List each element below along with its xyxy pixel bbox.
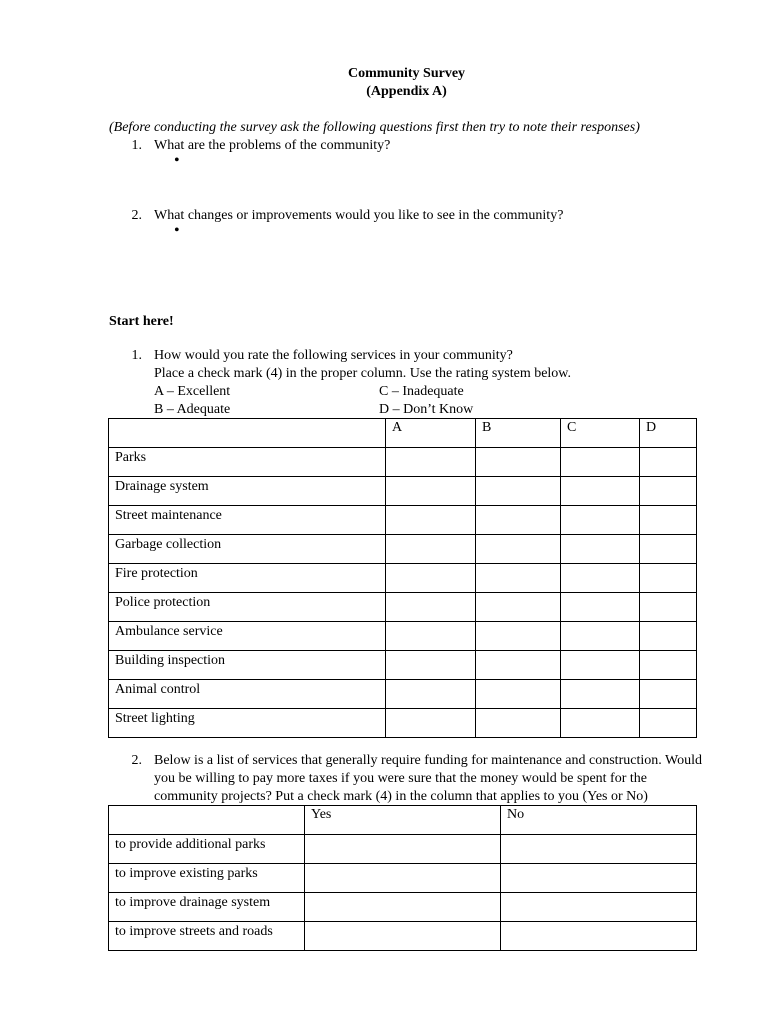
question-text: you be willing to pay more taxes if you were sure that the money would be spent for the	[154, 771, 647, 786]
rating-check-cell[interactable]	[476, 680, 561, 709]
rating-check-cell[interactable]	[640, 622, 697, 651]
rating-check-cell[interactable]	[640, 709, 697, 738]
rating-check-cell[interactable]	[386, 651, 476, 680]
rating-check-cell[interactable]	[561, 506, 640, 535]
rating-row-label: Garbage collection	[109, 535, 386, 564]
table-row	[109, 564, 697, 593]
rating-check-cell[interactable]	[561, 651, 640, 680]
rating-check-cell[interactable]	[476, 448, 561, 477]
rating-check-cell[interactable]	[476, 506, 561, 535]
table-row	[109, 864, 697, 893]
pre-question-number: 2.	[131, 208, 142, 223]
tax-row-label: to improve existing parks	[109, 864, 305, 893]
rating-row-label: Parks	[109, 448, 386, 477]
rating-check-cell[interactable]	[476, 477, 561, 506]
rating-check-cell[interactable]	[561, 448, 640, 477]
rating-check-cell[interactable]	[476, 651, 561, 680]
table-row	[109, 448, 697, 477]
document-subtitle: (Appendix A)	[366, 84, 447, 99]
rating-check-cell[interactable]	[640, 593, 697, 622]
tax-check-cell[interactable]	[501, 922, 697, 951]
table-row	[109, 893, 697, 922]
tax-column-header: Yes	[305, 806, 501, 835]
tax-row-label: to provide additional parks	[109, 835, 305, 864]
question-text: Below is a list of services that generally require funding for maintenance and construction. Would	[154, 753, 702, 768]
rating-check-cell[interactable]	[640, 535, 697, 564]
rating-check-cell[interactable]	[476, 593, 561, 622]
table-row	[109, 651, 697, 680]
rating-check-cell[interactable]	[561, 564, 640, 593]
bullet-point: •	[174, 222, 180, 239]
rating-row-label: Animal control	[109, 680, 386, 709]
rating-check-cell[interactable]	[476, 535, 561, 564]
rating-scale-d: D – Don’t Know	[379, 402, 474, 417]
rating-check-cell[interactable]	[386, 448, 476, 477]
rating-check-cell[interactable]	[640, 680, 697, 709]
table-row	[109, 622, 697, 651]
table-row	[109, 680, 697, 709]
tax-check-cell[interactable]	[501, 893, 697, 922]
rating-check-cell[interactable]	[561, 680, 640, 709]
table-row	[109, 535, 697, 564]
tax-column-header	[109, 806, 305, 835]
question-instruction: Place a check mark (4) in the proper column. Use the rating system below.	[154, 366, 572, 381]
rating-check-cell[interactable]	[476, 709, 561, 738]
tax-check-cell[interactable]	[305, 922, 501, 951]
rating-check-cell[interactable]	[386, 535, 476, 564]
rating-scale-a: A – Excellent	[154, 384, 231, 399]
tax-check-cell[interactable]	[305, 864, 501, 893]
rating-check-cell[interactable]	[386, 680, 476, 709]
rating-check-cell[interactable]	[476, 564, 561, 593]
rating-row-label: Fire protection	[109, 564, 386, 593]
table-row	[109, 709, 697, 738]
rating-check-cell[interactable]	[640, 651, 697, 680]
rating-scale-b: B – Adequate	[154, 402, 231, 417]
rating-check-cell[interactable]	[386, 477, 476, 506]
rating-header-row	[109, 419, 697, 448]
rating-check-cell[interactable]	[640, 477, 697, 506]
rating-check-cell[interactable]	[561, 477, 640, 506]
rating-column-header: C	[561, 419, 640, 448]
rating-column-header: A	[386, 419, 476, 448]
rating-row-label: Police protection	[109, 593, 386, 622]
rating-row-label: Street lighting	[109, 709, 386, 738]
tax-check-cell[interactable]	[501, 864, 697, 893]
tax-header-row	[109, 806, 697, 835]
tax-column-header: No	[501, 806, 697, 835]
start-here-heading: Start here!	[109, 314, 174, 329]
rating-row-label: Ambulance service	[109, 622, 386, 651]
rating-column-header: B	[476, 419, 561, 448]
rating-check-cell[interactable]	[386, 622, 476, 651]
rating-scale-c: C – Inadequate	[379, 384, 464, 399]
table-row	[109, 593, 697, 622]
tax-table	[108, 805, 697, 951]
question-number: 1.	[131, 348, 142, 363]
rating-check-cell[interactable]	[561, 593, 640, 622]
rating-check-cell[interactable]	[386, 564, 476, 593]
pre-question-text: What are the problems of the community?	[154, 138, 391, 153]
pre-question-text: What changes or improvements would you like to see in the community?	[154, 208, 564, 223]
rating-check-cell[interactable]	[640, 448, 697, 477]
question-text: community projects? Put a check mark (4) in the column that applies to you (Yes or No)	[154, 789, 648, 804]
rating-check-cell[interactable]	[476, 622, 561, 651]
rating-column-header: D	[640, 419, 697, 448]
tax-check-cell[interactable]	[305, 835, 501, 864]
tax-row-label: to improve drainage system	[109, 893, 305, 922]
rating-check-cell[interactable]	[640, 506, 697, 535]
table-row	[109, 477, 697, 506]
rating-row-label: Street maintenance	[109, 506, 386, 535]
table-row	[109, 835, 697, 864]
tax-check-cell[interactable]	[501, 835, 697, 864]
question-text: How would you rate the following services in your community?	[154, 348, 513, 363]
document-title: Community Survey	[347, 66, 466, 81]
rating-table	[108, 418, 697, 738]
question-number: 2.	[131, 753, 142, 768]
rating-check-cell[interactable]	[561, 622, 640, 651]
bullet-point: •	[174, 152, 180, 169]
rating-row-label: Building inspection	[109, 651, 386, 680]
tax-row-label: to improve streets and roads	[109, 922, 305, 951]
pre-question-number: 1.	[131, 138, 142, 153]
rating-check-cell[interactable]	[640, 564, 697, 593]
table-row	[109, 922, 697, 951]
rating-row-label: Drainage system	[109, 477, 386, 506]
rating-check-cell[interactable]	[386, 709, 476, 738]
rating-check-cell[interactable]	[561, 535, 640, 564]
rating-check-cell[interactable]	[386, 593, 476, 622]
tax-check-cell[interactable]	[305, 893, 501, 922]
rating-check-cell[interactable]	[561, 709, 640, 738]
table-row	[109, 506, 697, 535]
rating-check-cell[interactable]	[386, 506, 476, 535]
intro-note: (Before conducting the survey ask the following questions first then try to note their responses)	[109, 120, 640, 135]
rating-column-header	[109, 419, 386, 448]
